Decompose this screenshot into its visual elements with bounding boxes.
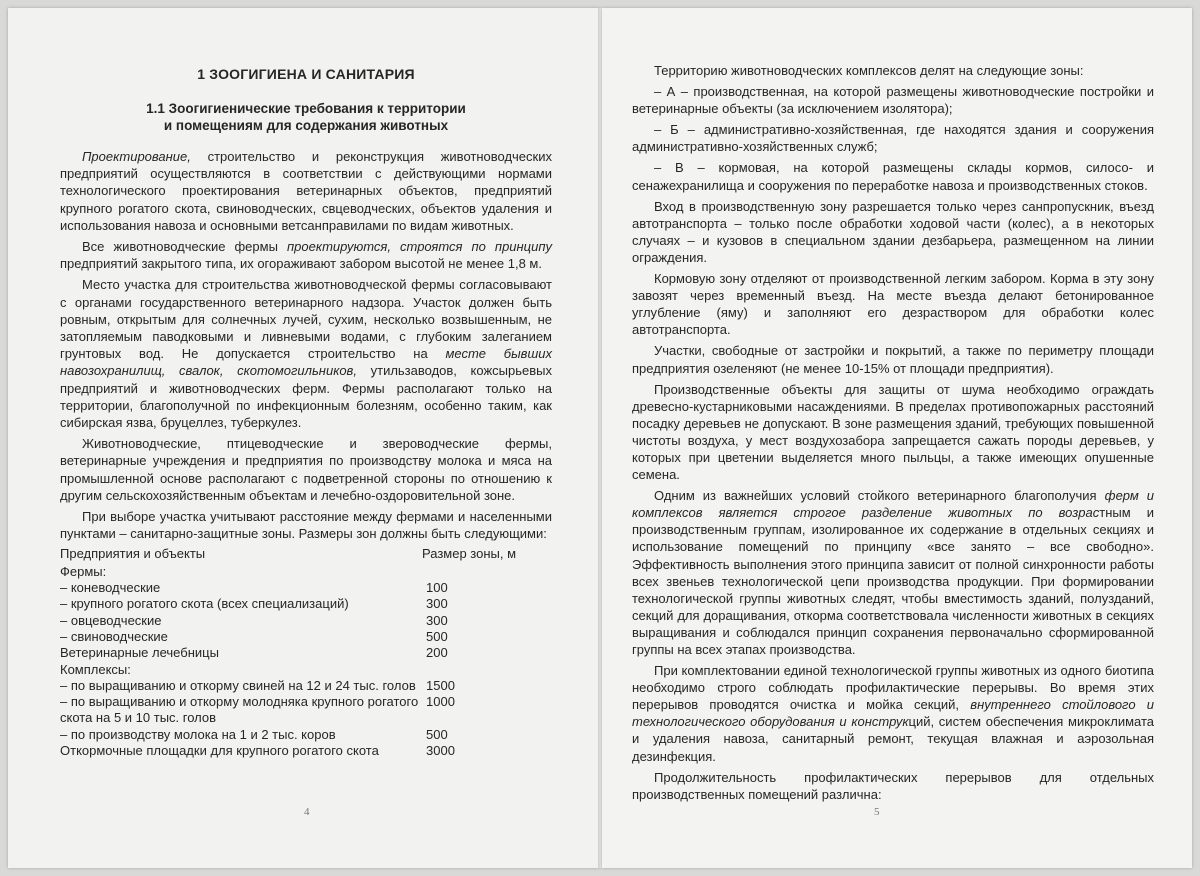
table-row — [60, 743, 552, 759]
text-run: тным и производственным группам, изолированное их содержание в отдельных секциях и использование помещений по принципу «все занято – все свободно». Эффективность выполнения этого принципа зависит от полной синхронности работы всех звеньев технологической цепи производства продукции. При формировании технологической группы животных следят, чтобы вместимость зданий, полузданий, секций для доращивания, откорма соответствовала численности животных в секциях выращивания и соблюдался принцип сохранения первоначально сформированной группы на всех этапах производства. — [632, 505, 1154, 657]
table-cell-object: – по выращиванию и откорму свиней на 12 и 24 тыс. голов — [60, 677, 416, 693]
table-cell-size — [422, 564, 552, 580]
table-cell-size: 1500 — [426, 677, 455, 693]
text-run: ций, систем обеспечения микроклимата и удаления навоза, санитарный ремонт, текущая влажная и аэрозольная дезинфекция. — [632, 714, 1154, 764]
table-row — [60, 678, 552, 694]
table-cell-object: Откормочные площадки для крупного рогатого скота — [60, 743, 379, 759]
table-cell-size: 1000 — [426, 694, 455, 710]
paragraph-duration: Продолжительность профилактических перерывов для отдельных производственных помещений различна: — [632, 769, 1154, 802]
right-page — [602, 8, 1192, 868]
table-cell-size: 500 — [426, 628, 448, 644]
paragraph-5: При выборе участка учитывают расстояние между фермами и населенными пунктами – санитарно-защитные зоны. Размеры зон должны быть следующими: — [60, 509, 552, 542]
italic-run: месте бывших навозохранилищ, свалок, скотомогильников, — [60, 346, 552, 379]
section-title-line-2: и помещениям для содержания животных — [163, 118, 449, 133]
table-row — [60, 727, 552, 743]
paragraph-entry: Вход в производственную зону разрешается только через санпропускник, въезд автотранспорта – только после обработки ходовой части (колес), а в некоторых случаях – и кузовов в специальном здании дезбарьера, размещенном на линии ограждения. — [632, 198, 1154, 265]
paragraph-3 — [60, 276, 552, 431]
zones-table — [60, 546, 552, 759]
italic-run: проектируются, строятся по принципу — [286, 239, 552, 255]
table-cell-size: 500 — [426, 726, 448, 742]
table-row — [60, 613, 552, 629]
paragraph-feed-zone: Кормовую зону отделяют от производственной легким забором. Корма в эту зону завозят через временный въезд. На месте въезда делают бетонированное углубление (яму) и заполняют его дезраствором для обработки колес автотранспорта. — [632, 271, 1154, 338]
table-cell-object: Ветеринарные лечебницы — [60, 645, 219, 661]
section-title-line-1: 1.1 Зоогигиенические требования к территории — [146, 101, 466, 116]
table-row — [60, 694, 552, 727]
table-cell-object: Комплексы: — [60, 661, 131, 677]
table-cell-size: 3000 — [426, 743, 455, 759]
paragraph-zone-b: – Б – административно-хозяйственная, где находятся здания и сооружения административно-хозяйственных служб; — [632, 122, 1154, 155]
table-header-size: Размер зоны, м — [422, 546, 517, 562]
table-row — [60, 564, 552, 580]
chapter-title: 1 ЗООГИГИЕНА И САНИТАРИЯ — [197, 66, 415, 82]
italic-run: внутреннего стойлового и технологического оборудования и конструк — [632, 697, 1155, 730]
paragraph-zone-c: – В – кормовая, на которой размещены склады кормов, силосо- и сенажехранилища и сооружения по переработке навоза и производственных стоков. — [632, 160, 1154, 193]
text-run: строительство и реконструкция животноводческих предприятий осуществляются в соответствии с действующими нормами технологического проектирования ветеринарных объектов, предприятий крупного рогатого скота, свиноводческих, свцеводческих, объектов удаления и использования навоза и основными ветсанправилами по видам животных. — [60, 149, 552, 233]
table-cell-object: Фермы: — [60, 563, 107, 579]
table-cell-object: – свиноводческие — [60, 628, 168, 644]
table-header-row — [60, 546, 552, 563]
table-cell-size — [422, 662, 552, 678]
table-cell-object: – овцеводческие — [60, 612, 162, 628]
table-cell-size: 300 — [426, 612, 448, 628]
text-run: Место участка для строительства животноводческой фермы согласовывают с органами государственного ветеринарного надзора. Участок должен быть ровным, открытым для солнечных лучей, сухим, несколько возвышенным, не затопляемым паводковыми и ливневыми водами, с глубоким залеганием грунтовых вод. Не допускается строительство на — [60, 277, 552, 362]
left-page — [8, 8, 600, 868]
table-row — [60, 580, 552, 596]
paragraph-noise: Производственные объекты для защиты от шума необходимо ограждать древесно-кустарниковыми насаждениями. В пределах противопожарных расстояний посадку деревьев не допускают. В зоне размещения зданий, требующих повышенной чистоты воздуха, у мест воздухозабора запрещается сажать породы деревьев, у которых при цветении выделяется много пыльцы, а также имеющих опушенные семена. — [632, 381, 1154, 483]
page-number: 4 — [304, 806, 310, 818]
table-cell-object: – по производству молока на 1 и 2 тыс. коров — [60, 726, 336, 742]
paragraph-groups — [632, 487, 1154, 658]
text-run: утильзаводов, кожсырьевых предприятий и животноводческих ферм. Фермы располагают только на территории, благополучной по инфекционным болезням, особенно таким, как сибирская язва, бруцеллез, туберкулез. — [60, 363, 552, 431]
paragraph-2 — [60, 238, 552, 272]
text-run: предприятий закрытого типа, их огораживают забором высотой не менее 1,8 м. — [60, 256, 542, 272]
italic-run: ферм и комплексов является строгое разделение животных по возрас — [632, 488, 1155, 521]
table-row — [60, 645, 552, 661]
table-row — [60, 596, 552, 612]
text-run: Одним из важнейших условий стойкого ветеринарного благополучия — [654, 488, 1105, 504]
table-header-objects: Предприятия и объекты — [60, 546, 206, 562]
paragraph-1 — [60, 148, 552, 234]
paragraph-4: Животноводческие, птицеводческие и звероводческие фермы, ветеринарные учреждения и предприятия по производству молока и мяса на промышленной основе располагают с подветренной стороны по отношению к другим сельскохозяйственным объектам и лечебно-оздоровительной зоне. — [60, 436, 552, 503]
text-run: Все животноводческие фермы — [82, 239, 287, 255]
paragraph-zones-intro: Территорию животноводческих комплексов делят на следующие зоны: — [654, 63, 1084, 78]
paragraph-breaks — [632, 662, 1154, 765]
table-cell-object: – коневодческие — [60, 580, 161, 596]
table-row — [60, 629, 552, 645]
table-cell-object: – крупного рогатого скота (всех специализаций) — [60, 596, 349, 612]
table-cell-size: 300 — [426, 596, 448, 612]
paragraph-greening: Участки, свободные от застройки и покрытий, а также по периметру площади предприятия озеленяют (не менее 10-15% от площади предприятия). — [632, 343, 1154, 376]
paragraph-zone-a: – А – производственная, на которой размещены животноводческие постройки и ветеринарные объекты (за исключением изолятора); — [632, 84, 1154, 117]
table-cell-size: 100 — [426, 580, 448, 596]
text-run: При комплектовании единой технологической группы животных из одного биотипа необходимо строго соблюдать профилактические перерывы. Во время этих перерывов проводятся очистка и мойка секций, — [632, 663, 1154, 713]
page-number: 5 — [874, 806, 880, 818]
table-cell-size: 200 — [426, 645, 448, 661]
italic-run: Проектирование, — [82, 149, 191, 164]
section-title — [60, 100, 552, 134]
table-cell-object: – по выращиванию и откорму молодняка крупного рогатого скота на 5 и 10 тыс. голов — [60, 694, 419, 726]
table-row — [60, 662, 552, 678]
